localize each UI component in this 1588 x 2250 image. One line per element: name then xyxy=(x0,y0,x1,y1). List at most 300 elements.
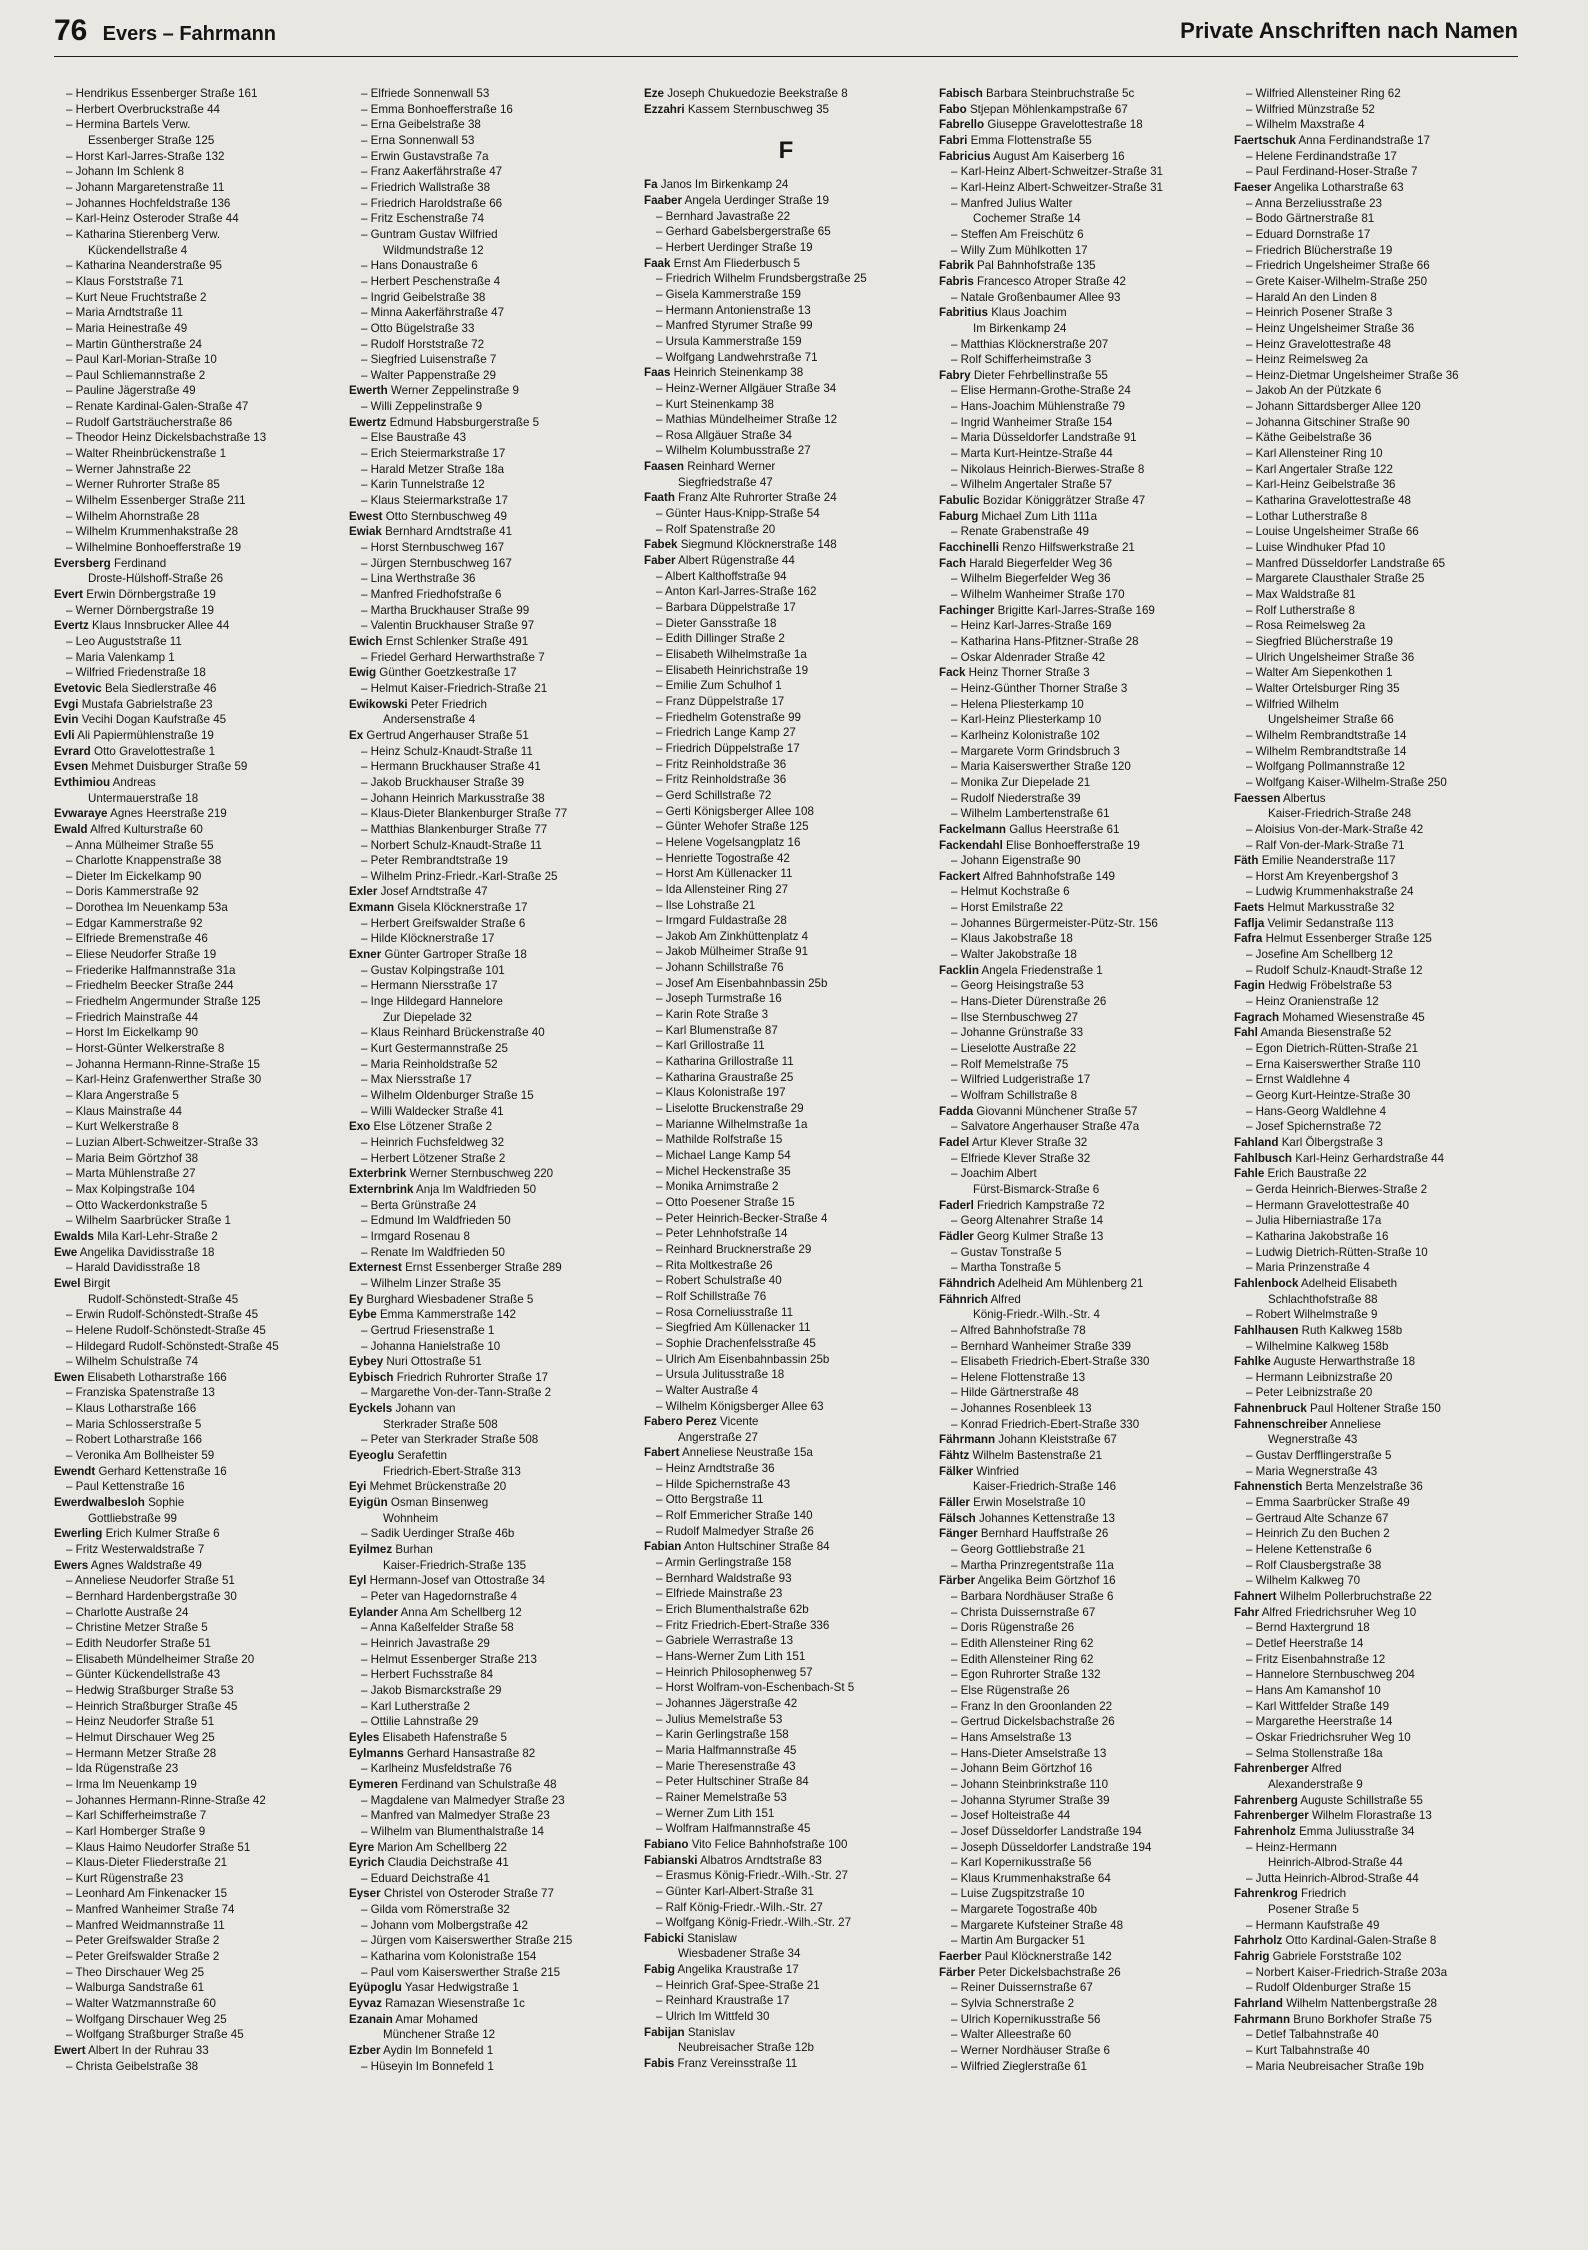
sub-entry: – Karl Schifferheimstraße 7 xyxy=(66,1809,207,1823)
address-continuation: Friedrich-Ebert-Straße 313 xyxy=(383,1464,521,1478)
sub-entry: – Henriette Togostraße 42 xyxy=(656,851,790,865)
sub-entry: – Maria Valenkamp 1 xyxy=(66,650,175,664)
sub-entry: – Siegfried Blücherstraße 19 xyxy=(1246,634,1393,648)
sub-entry: – Gilda vom Römerstraße 32 xyxy=(361,1903,510,1917)
surname: Fahlhausen xyxy=(1234,1323,1299,1337)
sub-entry: – Rosa Allgäuer Straße 34 xyxy=(656,428,792,442)
sub-entry: – Ludwig Krummenhakstraße 24 xyxy=(1246,885,1414,899)
surname-entry xyxy=(644,1853,928,1869)
surname-entry xyxy=(1234,1276,1518,1292)
sub-entry: – Friedrich Ungelsheimer Straße 66 xyxy=(1246,259,1430,273)
surname: Eyrich xyxy=(349,1856,385,1870)
entry-detail: Bela Siedlerstraße 46 xyxy=(104,681,217,695)
entry-detail: Stanislav xyxy=(687,2025,735,2039)
sub-entry: – Michel Heckenstraße 35 xyxy=(656,1164,791,1178)
surname: Fabo xyxy=(939,102,967,116)
surname-entry xyxy=(939,86,1223,102)
surname: Facchinelli xyxy=(939,541,999,555)
sub-entry: – Rosa Corneliusstraße 11 xyxy=(656,1305,794,1319)
sub-entry: – Luzian Albert-Schweitzer-Straße 33 xyxy=(66,1135,259,1149)
sub-entry: – Katharina Hans-Pfitzner-Straße 28 xyxy=(951,634,1139,648)
sub-entry: – Johanna Styrumer Straße 39 xyxy=(951,1793,1110,1807)
sub-entry: – Hedwig Straßburger Straße 53 xyxy=(66,1683,234,1697)
sub-entry: – Heinrich Javastraße 29 xyxy=(361,1636,490,1650)
sub-entry: – Jakob Bruckhauser Straße 39 xyxy=(361,775,525,789)
sub-entry: – Werner Zum Lith 151 xyxy=(656,1806,775,1820)
entry-detail: Bruno Borkhofer Straße 75 xyxy=(1293,2012,1432,2026)
entry-detail: Erich Kulmer Straße 6 xyxy=(105,1527,220,1541)
surname-entry xyxy=(54,759,338,775)
sub-entry: – Reinhard Kraustraße 17 xyxy=(656,1994,790,2008)
entry-detail: Reinhard Werner xyxy=(687,460,776,474)
surname: Faasen xyxy=(644,460,684,474)
sub-entry: – Willy Zum Mühlkotten 17 xyxy=(951,243,1088,257)
entry-detail: Berta Menzelstraße 36 xyxy=(1305,1480,1423,1494)
surname-entry xyxy=(349,509,633,525)
sub-entry: – Hans Am Kamanshof 10 xyxy=(1246,1683,1381,1697)
surname: Fahlenbock xyxy=(1234,1276,1299,1290)
sub-entry: – Harald Metzer Straße 18a xyxy=(361,462,505,476)
surname-entry xyxy=(349,524,633,540)
sub-entry: – Heinz-Günther Thorner Straße 3 xyxy=(951,681,1128,695)
sub-entry: – Heinrich Straßburger Straße 45 xyxy=(66,1699,238,1713)
surname: Externest xyxy=(349,1261,402,1275)
sub-entry: – Wilhelm Biegerfelder Weg 36 xyxy=(951,572,1111,586)
sub-entry: – Barbara Düppelstraße 17 xyxy=(656,601,796,615)
sub-entry: – Monika Arnimstraße 2 xyxy=(656,1180,779,1194)
sub-entry: – Friedrich Mainstraße 44 xyxy=(66,1010,199,1024)
sub-entry: – Wolfgang Pollmannstraße 12 xyxy=(1246,760,1405,774)
sub-entry: – Horst Emilstraße 22 xyxy=(951,901,1064,915)
surname-entry xyxy=(349,1370,633,1386)
surname: Fähndrich xyxy=(939,1276,996,1290)
entry-detail: Adelheid Am Mühlenberg 21 xyxy=(997,1276,1144,1290)
surname: Fahl xyxy=(1234,1026,1258,1040)
surname: Fa xyxy=(644,178,658,192)
sub-entry: – Albert Kalthoffstraße 94 xyxy=(656,569,787,583)
address-continuation: Untermauerstraße 18 xyxy=(88,791,199,805)
column-4 xyxy=(939,86,1223,2221)
surname: Fabiano xyxy=(644,1837,689,1851)
sub-entry: – Wolfram Schillstraße 8 xyxy=(951,1089,1078,1102)
sub-entry: – Dorothea Im Neuenkamp 53a xyxy=(66,901,228,915)
sub-entry: – Edith Allensteiner Ring 62 xyxy=(951,1636,1094,1650)
sub-entry: – Irmgard Fuldastraße 28 xyxy=(656,914,787,928)
sub-entry: – Friedrich Lange Kamp 27 xyxy=(656,726,796,740)
sub-entry: – Heinrich Graf-Spee-Straße 21 xyxy=(656,1978,820,1992)
sub-entry: – Martha Bruckhauser Straße 99 xyxy=(361,603,530,617)
sub-entry: – Wolfgang Landwehrstraße 71 xyxy=(656,350,818,364)
sub-entry: – Paul Kettenstraße 16 xyxy=(66,1480,185,1494)
sub-entry: – Ilse Sternbuschweg 27 xyxy=(951,1010,1078,1024)
entry-detail: Karl-Heinz Gerhardstraße 44 xyxy=(1295,1151,1445,1165)
sub-entry: – Johanna Hanielstraße 10 xyxy=(361,1339,501,1353)
sub-entry: – Klaus Mainstraße 44 xyxy=(66,1104,182,1118)
sub-entry: – Heinz Karl-Jarres-Straße 169 xyxy=(951,619,1112,633)
surname-entry xyxy=(939,665,1223,681)
sub-entry: – Jakob An der Pützkate 6 xyxy=(1246,384,1382,398)
surname: Fabry xyxy=(939,368,971,382)
sub-entry: – Gertrud Friesenstraße 1 xyxy=(361,1323,495,1337)
sub-entry: – Friedhelm Gotenstraße 99 xyxy=(656,710,801,724)
sub-entry: – Helene Vogelsangplatz 16 xyxy=(656,835,801,849)
surname-entry xyxy=(349,1980,633,1996)
surname: Faflja xyxy=(1234,916,1265,930)
surname-entry xyxy=(54,556,338,572)
surname-entry xyxy=(939,1292,1223,1308)
surname-entry xyxy=(644,490,928,506)
surname: Fackendahl xyxy=(939,838,1003,852)
sub-entry: – Johann Margaretenstraße 11 xyxy=(66,180,225,194)
surname: Evthimiou xyxy=(54,775,111,789)
sub-entry: – Wilhelm Lambertenstraße 61 xyxy=(951,807,1110,821)
surname: Eybey xyxy=(349,1355,384,1369)
surname: Faas xyxy=(644,366,671,380)
surname: Exler xyxy=(349,885,378,899)
surname: Eyckels xyxy=(349,1402,393,1416)
sub-entry: – Reiner Duissernstraße 67 xyxy=(951,1981,1093,1995)
entry-detail: Giovanni Münchener Straße 57 xyxy=(976,1104,1138,1118)
sub-entry: – Karl Blumenstraße 87 xyxy=(656,1023,778,1037)
sub-entry: – Margarete Togostraße 40b xyxy=(951,1903,1098,1917)
entry-detail: Ferdinand van Schulstraße 48 xyxy=(401,1777,557,1791)
sub-entry: – Peter Heinrich-Becker-Straße 4 xyxy=(656,1211,828,1225)
entry-detail: Elisabeth Lotharstraße 166 xyxy=(87,1370,227,1384)
surname-entry xyxy=(349,665,633,681)
sub-entry: – Jutta Heinrich-Albrod-Straße 44 xyxy=(1246,1871,1419,1885)
sub-entry: – Elisabeth Wilhelmstraße 1a xyxy=(656,648,807,661)
sub-entry: – Günter Kückendellstraße 43 xyxy=(66,1668,221,1682)
sub-entry: – Karl Grillostraße 11 xyxy=(656,1039,765,1053)
entry-detail: Ferdinand xyxy=(113,556,167,570)
sub-entry: – Wolfgang Dirschauer Weg 25 xyxy=(66,2012,227,2026)
sub-entry: – Katharina Jakobstraße 16 xyxy=(1246,1229,1389,1243)
entry-detail: Albatros Arndtstraße 83 xyxy=(700,1853,822,1867)
surname-entry xyxy=(54,1370,338,1386)
surname-entry xyxy=(644,365,928,381)
address-continuation: Siegfriedstraße 47 xyxy=(678,475,773,489)
sub-entry: – Walburga Sandstraße 61 xyxy=(66,1981,205,1995)
sub-entry: – Karl Lutherstraße 2 xyxy=(361,1699,470,1713)
surname: Exterbrink xyxy=(349,1167,407,1181)
sub-entry: – Georg Kurt-Heintze-Straße 30 xyxy=(1246,1089,1411,1102)
page-number: 76 xyxy=(54,14,88,47)
entry-detail: Ernst Essenberger Straße 289 xyxy=(405,1261,562,1275)
entry-detail: Elise Bonhoefferstraße 19 xyxy=(1006,838,1140,852)
sub-entry: – Karl-Heinz Geibelstraße 36 xyxy=(1246,478,1396,492)
sub-entry: – Ulrich Kopernikusstraße 56 xyxy=(951,2012,1101,2026)
sub-entry: – Klaus-Dieter Blankenburger Straße 77 xyxy=(361,807,568,821)
surname-entry xyxy=(644,1445,928,1461)
sub-entry: – Wilhelm Rembrandtstraße 14 xyxy=(1246,744,1407,758)
surname: Fackert xyxy=(939,869,981,883)
sub-entry: – Friedrich Haroldstraße 66 xyxy=(361,196,503,210)
entry-detail: Georg Kulmer Straße 13 xyxy=(977,1229,1104,1243)
surname-entry xyxy=(644,1539,928,1555)
surname-entry xyxy=(54,1464,338,1480)
surname: Eyüpoglu xyxy=(349,1981,402,1995)
surname: Ezber xyxy=(349,2044,381,2058)
sub-entry: – Charlotte Knappenstraße 38 xyxy=(66,854,222,868)
sub-entry: – Ingrid Wanheimer Straße 154 xyxy=(951,415,1113,429)
sub-entry: – Josef Spichernstraße 72 xyxy=(1246,1120,1382,1134)
address-continuation: Kaiser-Friedrich-Straße 146 xyxy=(973,1480,1117,1494)
sub-entry: – Guntram Gustav Wilfried xyxy=(361,227,498,241)
section-letter: F xyxy=(778,137,794,165)
entry-detail: Günter Gartroper Straße 18 xyxy=(384,948,527,962)
surname: Fackelmann xyxy=(939,822,1007,836)
sub-entry: – Johannes Hochfeldstraße 136 xyxy=(66,196,231,210)
sub-entry: – Fritz Friedrich-Ebert-Straße 336 xyxy=(656,1618,830,1632)
sub-entry: – Ursula Kammerstraße 159 xyxy=(656,334,802,348)
sub-entry: – Ottilie Lahnstraße 29 xyxy=(361,1715,479,1729)
sub-entry: – Maria Schlosserstraße 5 xyxy=(66,1417,202,1431)
surname: Fahrenberg xyxy=(1234,1793,1298,1807)
surname: Ewich xyxy=(349,634,383,648)
surname-entry xyxy=(939,1432,1223,1448)
surname: Fabris xyxy=(939,274,974,288)
entry-detail: Stjepan Möhlenkampstraße 67 xyxy=(969,102,1128,116)
sub-entry: – Ulrich Im Wittfeld 30 xyxy=(656,2010,770,2024)
sub-entry: – Horst Wolfram-von-Eschenbach-St 5 xyxy=(656,1681,855,1695)
sub-entry: – Louise Ungelsheimer Straße 66 xyxy=(1246,525,1419,539)
surname-entry xyxy=(1234,916,1518,932)
sub-entry: – Hermann Leibnizstraße 20 xyxy=(1246,1370,1393,1384)
sub-entry: – Werner Nordhäuser Straße 6 xyxy=(951,2044,1110,2058)
sub-entry: – Johann Sittardsberger Allee 120 xyxy=(1246,400,1421,414)
sub-entry: – Walter Rheinbrückenstraße 1 xyxy=(66,447,227,461)
sub-entry: – Robert Schulstraße 40 xyxy=(656,1274,782,1288)
entry-detail: Agnes Heerstraße 219 xyxy=(110,807,227,821)
sub-entry: – Anna Kaßelfelder Straße 58 xyxy=(361,1621,514,1635)
sub-entry: – Anneliese Neudorfer Straße 51 xyxy=(66,1574,235,1588)
sub-entry: – Hilde Spichernstraße 43 xyxy=(656,1477,791,1491)
surname: Faerber xyxy=(939,1950,982,1964)
entry-detail: Johann van xyxy=(395,1402,456,1416)
surname: Fälker xyxy=(939,1464,974,1478)
surname: Eyi xyxy=(349,1480,367,1494)
surname-entry xyxy=(939,1229,1223,1245)
surname-entry xyxy=(644,177,928,193)
sub-entry: – Hermann Gravelottestraße 40 xyxy=(1246,1198,1410,1212)
sub-entry: – Hendrikus Essenberger Straße 161 xyxy=(66,87,258,100)
sub-entry: – Ingrid Geibelstraße 38 xyxy=(361,290,486,304)
surname-entry xyxy=(1234,1135,1518,1151)
sub-entry: – Fritz Reinholdstraße 36 xyxy=(656,773,787,787)
surname: Fahrig xyxy=(1234,1950,1270,1964)
surname: Ewalds xyxy=(54,1229,94,1243)
sub-entry: – Heinz-Dietmar Ungelsheimer Straße 36 xyxy=(1246,368,1459,382)
sub-entry: – Walter Jakobstraße 18 xyxy=(951,948,1077,962)
sub-entry: – Karl-Heinz Albert-Schweitzer-Straße 31 xyxy=(951,180,1163,194)
sub-entry: – Joseph Turmstraße 16 xyxy=(656,992,782,1006)
sub-entry: – Rudolf Schulz-Knaudt-Straße 12 xyxy=(1246,963,1423,977)
sub-entry: – Johanne Grünstraße 33 xyxy=(951,1026,1084,1040)
surname-entry xyxy=(939,1573,1223,1589)
sub-entry: – Erwin Gustavstraße 7a xyxy=(361,149,489,163)
surname: Ex xyxy=(349,728,364,742)
sub-entry: – Liselotte Bruckenstraße 29 xyxy=(656,1102,804,1116)
sub-entry: – Aloisius Von-der-Mark-Straße 42 xyxy=(1246,822,1424,836)
sub-entry: – Alfred Bahnhofstraße 78 xyxy=(951,1323,1086,1337)
entry-detail: Gerhard Hansastraße 82 xyxy=(407,1746,536,1760)
sub-entry: – Erwin Rudolf-Schönstedt-Straße 45 xyxy=(66,1308,259,1322)
sub-entry: – Klaus Krummenhakstraße 64 xyxy=(951,1871,1111,1885)
sub-entry: – Natale Großenbaumer Allee 93 xyxy=(951,290,1121,304)
surname-entry xyxy=(644,1837,928,1853)
surname: Ewertz xyxy=(349,415,387,429)
surname: Eversberg xyxy=(54,556,111,570)
entry-detail: Amanda Biesenstraße 52 xyxy=(1260,1026,1392,1040)
entry-detail: Anna Ferdinandstraße 17 xyxy=(1298,133,1430,147)
surname: Faertschuk xyxy=(1234,133,1296,147)
column-3 xyxy=(644,86,928,2221)
entry-detail: Joseph Chukuedozie Beekstraße 8 xyxy=(667,87,848,100)
surname-entry xyxy=(1234,1479,1518,1495)
sub-entry: – Wilhelm Linzer Straße 35 xyxy=(361,1276,501,1290)
entry-detail: Mila Karl-Lehr-Straße 2 xyxy=(97,1229,218,1243)
sub-entry: – Johanna Hermann-Rinne-Straße 15 xyxy=(66,1057,260,1071)
sub-entry: – Johannes Jägerstraße 42 xyxy=(656,1696,798,1710)
entry-detail: Friedrich Ruhrorter Straße 17 xyxy=(396,1370,549,1384)
entry-detail: Osman Binsenweg xyxy=(390,1496,489,1510)
sub-entry: – Katharina Graustraße 25 xyxy=(656,1070,794,1084)
surname-entry xyxy=(1234,1323,1518,1339)
surname-entry xyxy=(349,1573,633,1589)
directory-columns xyxy=(54,86,1518,2221)
sub-entry: – Johann Heinrich Markusstraße 38 xyxy=(361,791,545,805)
surname: Faets xyxy=(1234,901,1265,915)
surname-entry xyxy=(939,117,1223,133)
sub-entry: – Maria Wegnerstraße 43 xyxy=(1246,1464,1378,1478)
surname-entry xyxy=(1234,1417,1518,1433)
sub-entry: – Wilfried Allensteiner Ring 62 xyxy=(1246,87,1401,100)
entry-detail: Ramazan Wiesenstraße 1c xyxy=(385,1997,525,2011)
sub-entry: – Wilhelm Kalkweg 70 xyxy=(1246,1574,1361,1588)
surname-entry xyxy=(939,822,1223,838)
sub-entry: – Ulrich Ungelsheimer Straße 36 xyxy=(1246,650,1415,664)
entry-detail: Josef Arndtstraße 47 xyxy=(380,885,488,899)
sub-entry: – Elfriede Bremenstraße 46 xyxy=(66,932,208,946)
surname-entry xyxy=(939,493,1223,509)
sub-entry: – Maria Arndtstraße 11 xyxy=(66,306,184,320)
surname: Ewert xyxy=(54,2044,86,2058)
surname-entry xyxy=(349,1886,633,1902)
surname: Ezzahri xyxy=(644,102,685,116)
entry-detail: Hermann-Josef van Ottostraße 34 xyxy=(369,1574,545,1588)
surname: Fabicki xyxy=(644,1931,684,1945)
sub-entry: – Klaus Reinhard Brückenstraße 40 xyxy=(361,1026,545,1040)
sub-entry: – Gerhard Gabelsbergerstraße 65 xyxy=(656,225,831,239)
sub-entry: – Hans-Werner Zum Lith 151 xyxy=(656,1650,806,1663)
page-header xyxy=(54,14,1518,57)
sub-entry: – Margarethe Heerstraße 14 xyxy=(1246,1715,1393,1729)
address-continuation: Alexanderstraße 9 xyxy=(1268,1777,1363,1791)
surname-entry xyxy=(939,274,1223,290)
surname: Evwaraye xyxy=(54,807,108,821)
sub-entry: – Heinrich Posener Straße 3 xyxy=(1246,306,1393,320)
entry-detail: Sophie xyxy=(148,1496,185,1510)
surname-entry xyxy=(1234,900,1518,916)
sub-entry: – Konrad Friedrich-Ebert-Straße 330 xyxy=(951,1417,1140,1431)
surname-entry xyxy=(54,1276,338,1292)
entry-detail: Angelika Davidisstraße 18 xyxy=(79,1245,215,1259)
surname-entry xyxy=(939,509,1223,525)
sub-entry: – Jakob Mülheimer Straße 91 xyxy=(656,945,809,959)
sub-entry: – Margarete Kufsteiner Straße 48 xyxy=(951,1918,1124,1932)
sub-entry: – Walter Am Siepenkothen 1 xyxy=(1246,666,1393,680)
surname-entry xyxy=(349,1401,633,1417)
sub-entry: – Friedrich Düppelstraße 17 xyxy=(656,741,800,755)
entry-detail: Wilhelm Pollerbruchstraße 22 xyxy=(1279,1590,1432,1603)
sub-entry: – Friedrich Wallstraße 38 xyxy=(361,180,491,194)
surname-entry xyxy=(1234,1933,1518,1949)
surname: Ewerling xyxy=(54,1527,103,1541)
entry-detail: Albert Rügenstraße 44 xyxy=(678,554,795,568)
sub-entry: – Peter Hultschiner Straße 84 xyxy=(656,1775,809,1789)
sub-entry: – Otto Poesener Straße 15 xyxy=(656,1195,795,1209)
sub-entry: – Rudolf Gartsträucherstraße 86 xyxy=(66,415,233,429)
sub-entry: – Luise Windhuker Pfad 10 xyxy=(1246,541,1386,555)
entry-detail: Angela Uerdinger Straße 19 xyxy=(684,193,829,207)
sub-entry: – Kurt Talbahnstraße 40 xyxy=(1246,2044,1370,2058)
surname: Fahrholz xyxy=(1234,1934,1283,1948)
entry-detail: Emma Flottenstraße 55 xyxy=(970,133,1092,147)
sub-entry: – Karin Tunnelstraße 12 xyxy=(361,478,485,492)
sub-entry: – Wilhelm Oldenburger Straße 15 xyxy=(361,1089,534,1102)
surname: Ewiak xyxy=(349,525,382,539)
surname-entry xyxy=(939,556,1223,572)
sub-entry: – Christine Metzer Straße 5 xyxy=(66,1621,208,1635)
surname: Eyser xyxy=(349,1887,381,1901)
sub-entry: – Wilhelm Ahornstraße 28 xyxy=(66,509,200,523)
sub-entry: – Robert Wilhelmstraße 9 xyxy=(1246,1308,1378,1322)
column-1 xyxy=(54,86,338,2221)
entry-detail: Werner Sternbuschweg 220 xyxy=(409,1167,554,1181)
sub-entry: – Klaus Lotharstraße 166 xyxy=(66,1402,197,1416)
sub-entry: – Robert Lotharstraße 166 xyxy=(66,1433,202,1447)
surname: Fabek xyxy=(644,538,678,552)
surname: Fabisch xyxy=(939,87,983,100)
surname: Evsen xyxy=(54,760,89,774)
sub-entry: – Jakob Bismarckstraße 29 xyxy=(361,1683,502,1697)
surname: Färber xyxy=(939,1574,976,1588)
sub-entry: – Luise Zugspitzstraße 10 xyxy=(951,1887,1085,1901)
surname-entry xyxy=(939,1135,1223,1151)
sub-entry: – Walter Pappenstraße 29 xyxy=(361,368,496,382)
sub-entry: – Horst Karl-Jarres-Straße 132 xyxy=(66,149,225,163)
surname: Fähtz xyxy=(939,1449,970,1463)
address-continuation: Wildmundstraße 12 xyxy=(383,243,484,257)
sub-entry: – Manfred Friedhofstraße 6 xyxy=(361,588,502,601)
address-continuation: Angerstraße 27 xyxy=(678,1430,758,1444)
surname-entry xyxy=(349,1495,633,1511)
sub-entry: – Emma Saarbrücker Straße 49 xyxy=(1246,1496,1410,1510)
sub-entry: – Renate Kardinal-Galen-Straße 47 xyxy=(66,400,249,414)
sub-entry: – Walter Austraße 4 xyxy=(656,1383,759,1397)
entry-detail: Velimir Sedanstraße 113 xyxy=(1267,916,1394,930)
entry-detail: Karl Ölbergstraße 3 xyxy=(1281,1135,1383,1149)
sub-entry: – Helmut Dirschauer Weg 25 xyxy=(66,1730,215,1744)
entry-detail: Hedwig Fröbelstraße 53 xyxy=(1268,979,1392,993)
entry-detail: Anja Im Waldfrieden 50 xyxy=(416,1182,537,1196)
surname: Ewers xyxy=(54,1558,89,1572)
surname-entry xyxy=(644,537,928,553)
sub-entry: – Josef Düsseldorfer Landstraße 194 xyxy=(951,1824,1142,1838)
address-continuation: Essenberger Straße 125 xyxy=(88,133,215,147)
surname-entry xyxy=(54,1526,338,1542)
surname: Eylander xyxy=(349,1605,398,1619)
